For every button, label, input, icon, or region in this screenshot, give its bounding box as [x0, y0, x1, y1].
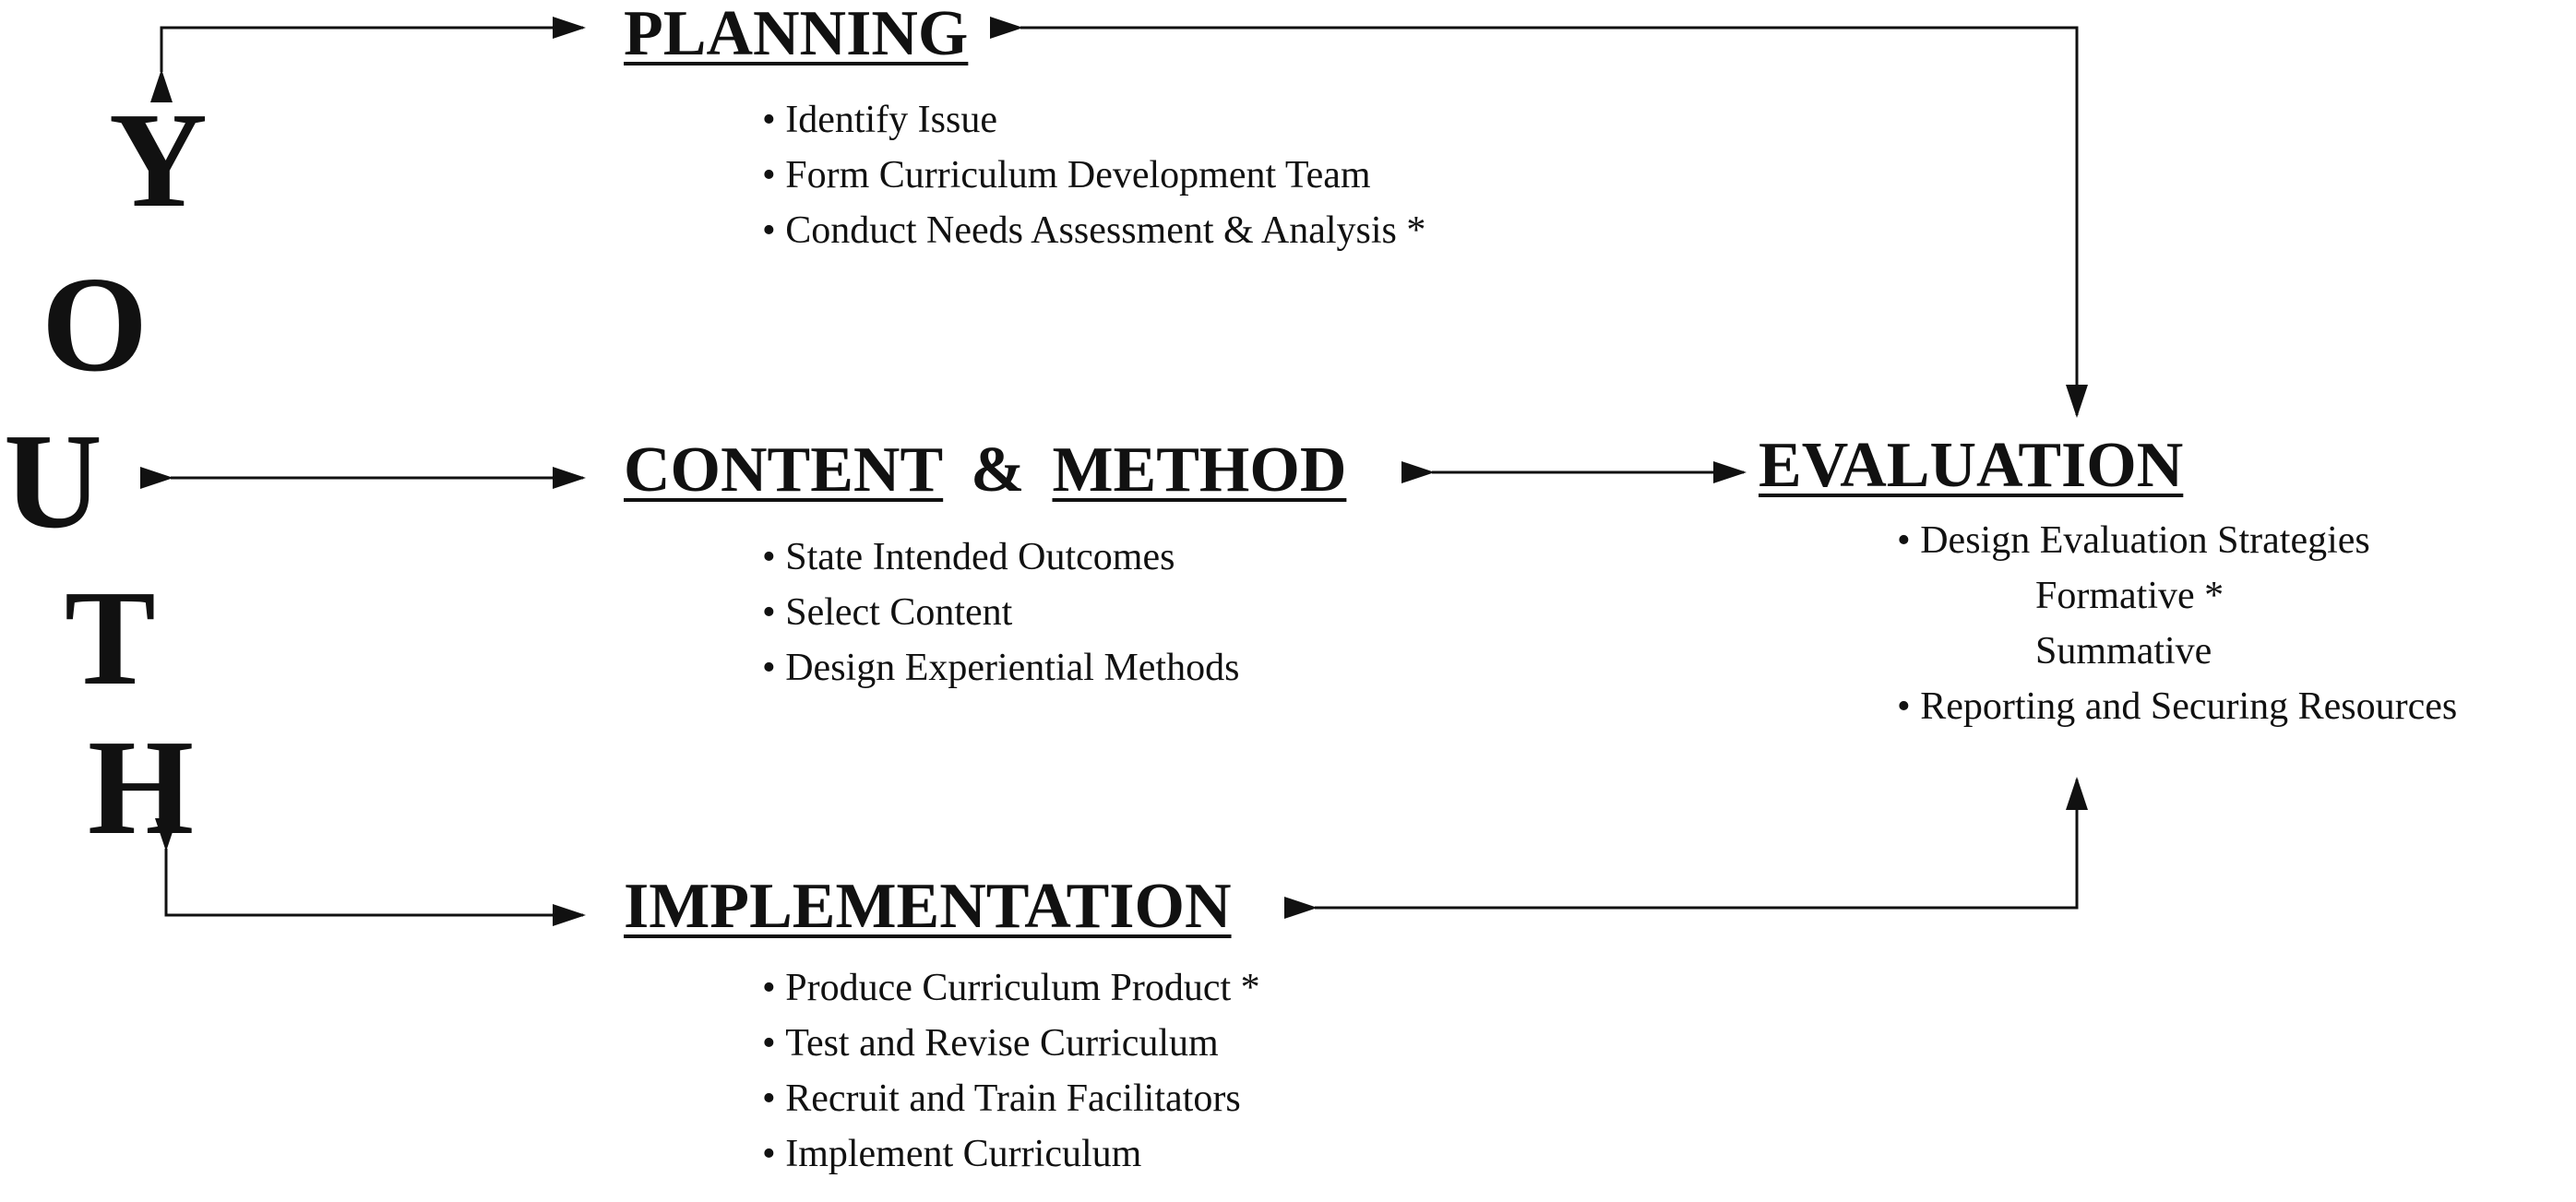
evaluation-list — [1897, 513, 2457, 734]
planning-item: • Form Curriculum Development Team — [762, 148, 1425, 203]
implementation-item: • Implement Curriculum — [762, 1126, 1260, 1182]
method-title-part: METHOD — [1052, 434, 1347, 506]
evaluation-item: • Design Evaluation Strategies — [1897, 513, 2457, 568]
implementation-item: • Recruit and Train Facilitators — [762, 1071, 1260, 1126]
content-method-list — [762, 530, 1239, 696]
content-method-item: • State Intended Outcomes — [762, 530, 1239, 585]
evaluation-item: • Reporting and Securing Resources — [1897, 679, 2457, 734]
arrow-youth-to-implementation — [166, 849, 583, 915]
implementation-list — [762, 960, 1260, 1182]
content-title-amp: & — [971, 434, 1025, 506]
planning-title: PLANNING — [624, 0, 969, 69]
youth-letter-y: Y — [109, 85, 208, 236]
planning-item: • Conduct Needs Assessment & Analysis * — [762, 203, 1425, 258]
evaluation-sub-item: Formative * — [2035, 575, 2224, 617]
youth-letter-o: O — [42, 249, 149, 400]
planning-list — [762, 92, 1425, 258]
arrow-implementation-evaluation — [1315, 780, 2077, 908]
content-method-item: • Select Content — [762, 585, 1239, 640]
arrow-youth-to-planning — [161, 28, 583, 72]
content-method-title — [624, 434, 1347, 506]
evaluation-title: EVALUATION — [1759, 430, 2184, 501]
implementation-item: • Test and Revise Curriculum — [762, 1016, 1260, 1071]
content-method-item: • Design Experiential Methods — [762, 640, 1239, 696]
planning-item: • Identify Issue — [762, 92, 1425, 148]
youth-letter-u: U — [4, 406, 102, 557]
content-title-part: CONTENT — [624, 434, 944, 506]
youth-letter-h: H — [88, 712, 195, 863]
youth-letter-t: T — [65, 563, 156, 714]
evaluation-sub-item: Summative — [2035, 630, 2212, 672]
implementation-item: • Produce Curriculum Product * — [762, 960, 1260, 1016]
implementation-title: IMPLEMENTATION — [624, 871, 1232, 942]
